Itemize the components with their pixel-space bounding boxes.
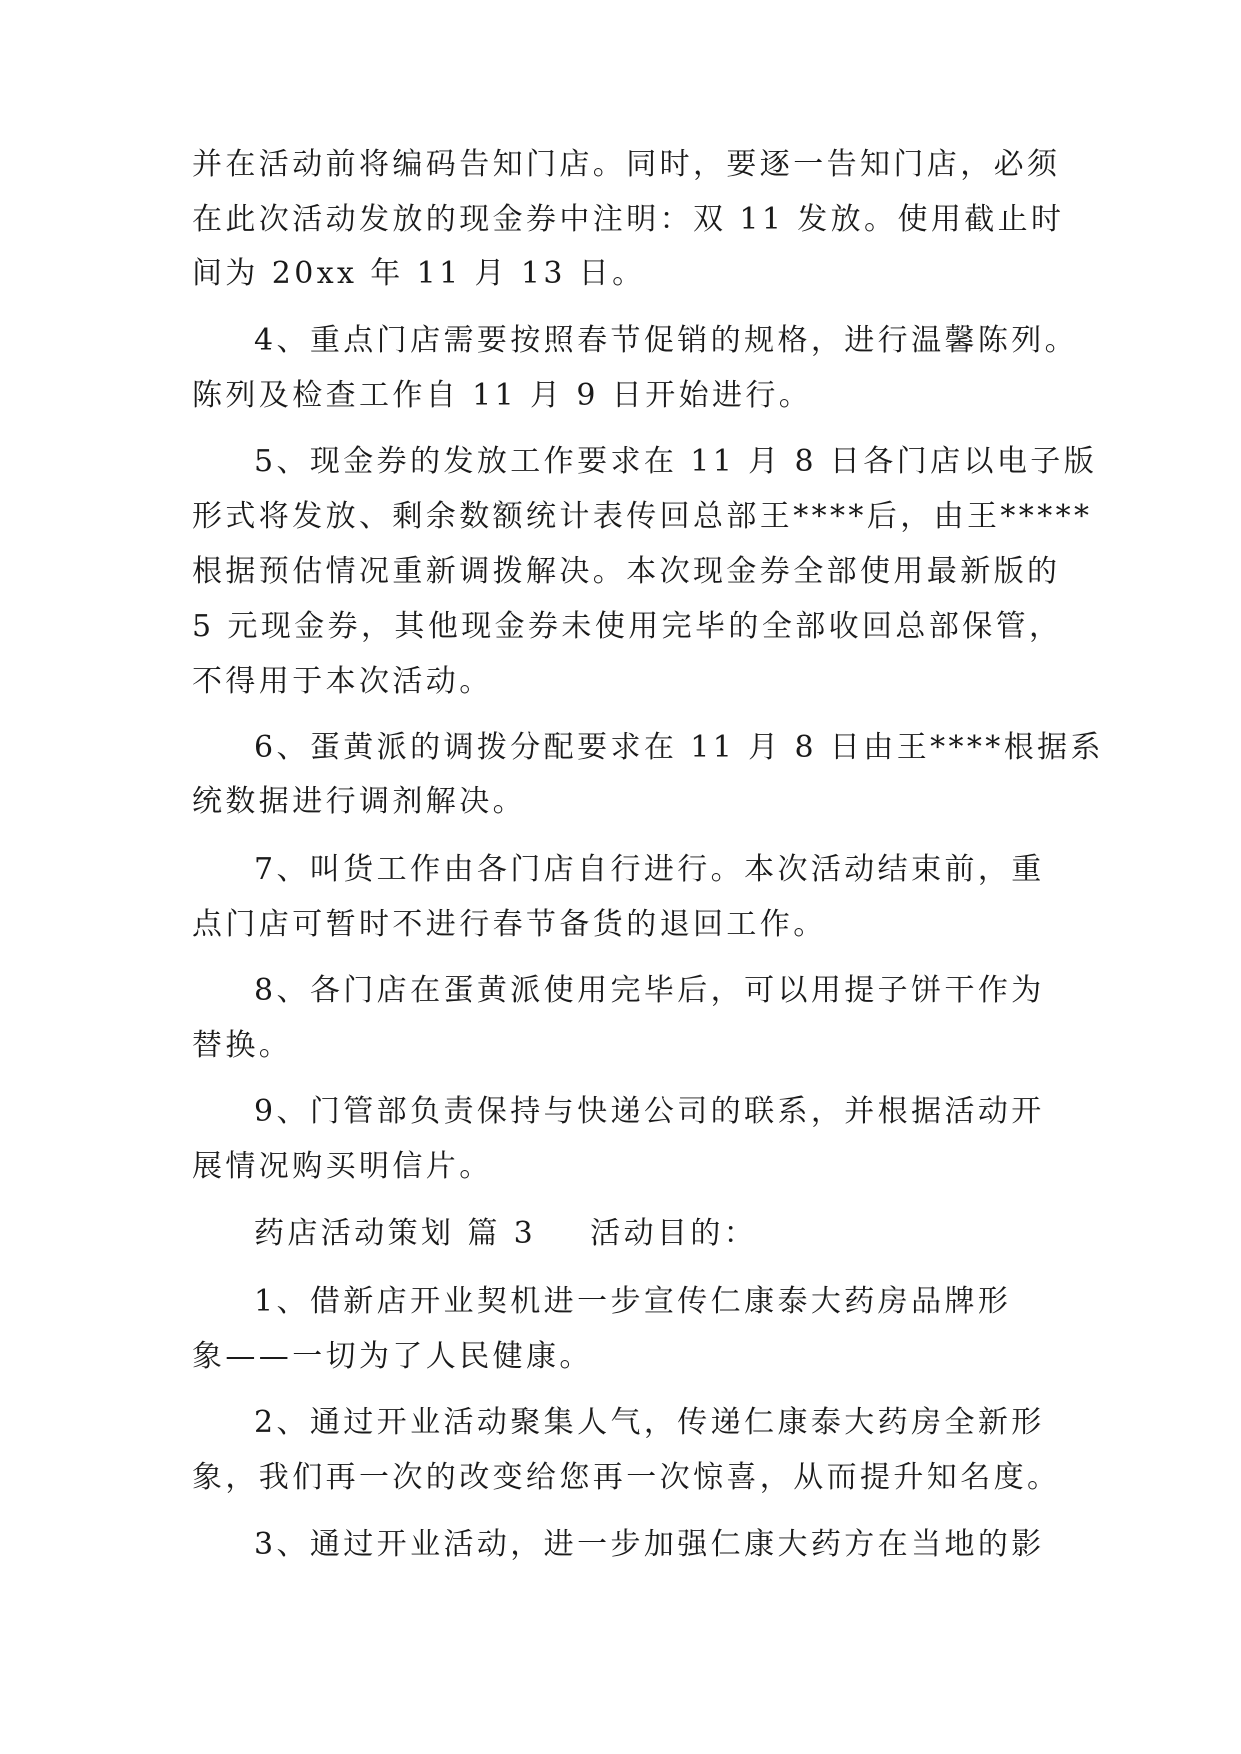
text-line: 2、通过开业活动聚集人气，传递仁康泰大药房全新形 [254, 1405, 1045, 1440]
text-line: 形式将发放、剩余数额统计表传回总部王****后，由王***** [192, 499, 1093, 534]
text-line: 7、叫货工作由各门店自行进行。本次活动结束前，重 [254, 852, 1045, 887]
text-line: 根据预估情况重新调拨解决。本次现金券全部使用最新版的 [192, 554, 1061, 589]
text-line: 展情况购买明信片。 [192, 1149, 493, 1184]
text-line: 5 元现金券，其他现金券未使用完毕的全部收回总部保管， [192, 609, 1063, 644]
text-line: 9、门管部负责保持与快递公司的联系，并根据活动开 [254, 1094, 1045, 1129]
text-line: 替换。 [192, 1028, 293, 1063]
text-line: 点门店可暂时不进行春节备货的退回工作。 [192, 907, 827, 942]
text-line: 间为 20xx 年 11 月 13 日。 [192, 256, 646, 291]
text-line: 8、各门店在蛋黄派使用完毕后，可以用提子饼干作为 [254, 973, 1045, 1008]
text-line: 在此次活动发放的现金券中注明：双 11 发放。使用截止时 [192, 202, 1065, 237]
text-line: 并在活动前将编码告知门店。同时，要逐一告知门店，必须 [192, 147, 1061, 182]
text-line: 陈列及检查工作自 11 月 9 日开始进行。 [192, 378, 813, 413]
section-heading [254, 1214, 757, 1254]
text-line: 不得用于本次活动。 [192, 664, 493, 699]
text-line: 象，我们再一次的改变给您再一次惊喜，从而提升知名度。 [192, 1460, 1061, 1495]
text-line: 3、通过开业活动，进一步加强仁康大药方在当地的影 [254, 1527, 1045, 1562]
text-line: 4、重点门店需要按照春节促销的规格，进行温馨陈列。 [254, 323, 1079, 358]
section-heading-title: 药店活动策划 篇 3 [254, 1216, 537, 1251]
text-line: 6、蛋黄派的调拨分配要求在 11 月 8 日由王****根据系 [254, 730, 1104, 765]
text-line: 象——一切为了人民健康。 [192, 1339, 593, 1374]
text-line: 统数据进行调剂解决。 [192, 784, 526, 819]
text-line: 5、现金券的发放工作要求在 11 月 8 日各门店以电子版 [254, 444, 1098, 479]
section-heading-subtitle: 活动目的： [590, 1216, 758, 1251]
text-line: 1、借新店开业契机进一步宣传仁康泰大药房品牌形 [254, 1284, 1012, 1319]
